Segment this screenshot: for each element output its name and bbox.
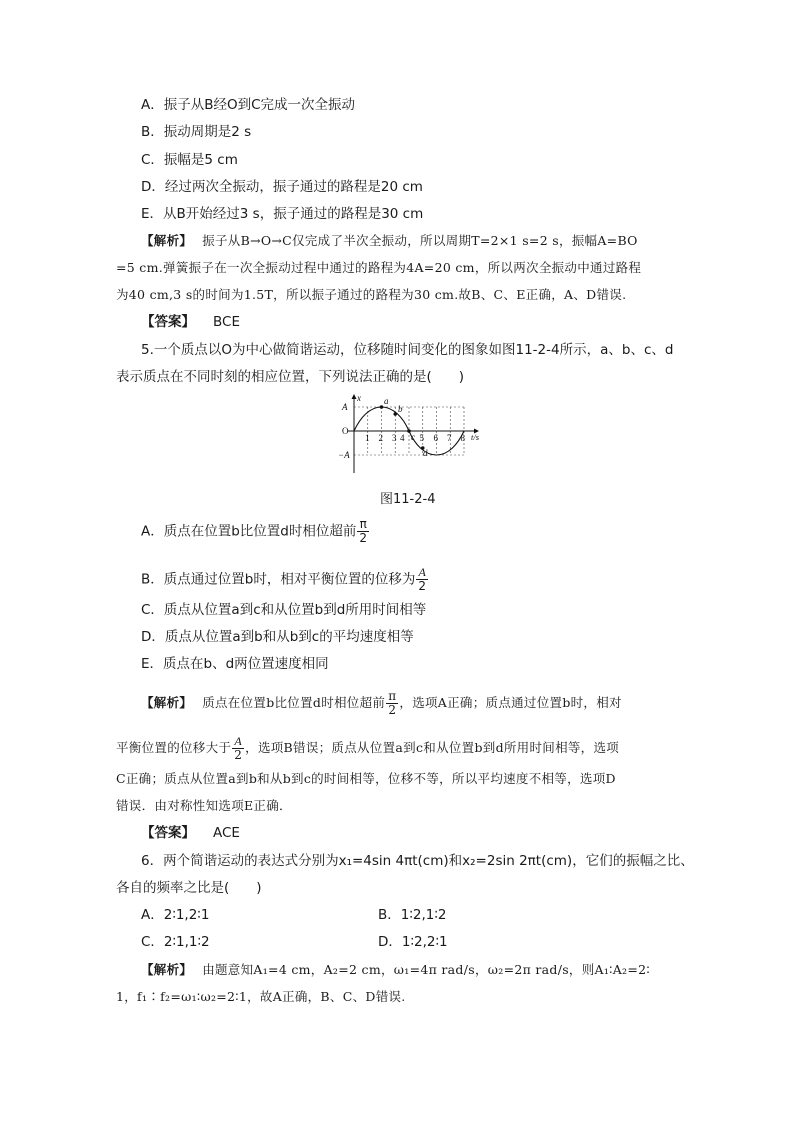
fraction-numerator: A (416, 566, 428, 580)
q5-stem-line-1: 5.一个质点以O为中心做简谐运动，位移随时间变化的图象如图11-2-4所示，a、b、c、d (141, 342, 674, 358)
q4-answer: BCE (213, 314, 240, 330)
x-tick-1: 1 (365, 433, 370, 443)
q6-analysis-line-2: 1，f₁∶f₂=ω₁∶ω₂=2∶1，故A正确，B、C、D错误. (116, 989, 406, 1004)
y-tick-a: A (342, 402, 348, 412)
q5-analysis-text-2a: 平衡位置的位移大于 (116, 740, 232, 755)
q5-stem-line-2: 表示质点在不同时刻的相应位置，下列说法正确的是( ) (116, 369, 465, 385)
q4-option-c: C．振幅是5 cm (141, 152, 238, 168)
fraction-a-over-2 (232, 735, 244, 762)
y-axis-arrow (352, 394, 357, 399)
figure-caption: 图11-2-4 (380, 492, 436, 507)
q6-analysis-tag: 【解析】 (141, 962, 193, 977)
y-axis-label: x (357, 393, 361, 403)
q5-analysis-line-3: C正确；质点从位置a到b和从b到c的时间相等，位移不等，所以平均速度不相等，选项D (116, 771, 616, 786)
q6-stem-line-2: 各自的频率之比是( ) (116, 880, 262, 896)
q4-analysis-line-3: 为40 cm,3 s的时间为1.5T，所以振子通过的路程为30 cm.故B、C、E正确，A、D错误. (116, 287, 627, 302)
q5-answer-tag: 【答案】 (141, 825, 195, 841)
q6-option-c: C．2∶1,1∶2 (141, 934, 210, 950)
q5-option-c: C．质点从位置a到c和从位置b到d所用时间相等 (141, 602, 427, 618)
q5-analysis-tag: 【解析】 (141, 695, 193, 710)
q5-option-b (141, 566, 731, 593)
q4-analysis-text-1: 振子从B→O→C仅完成了半次全振动，所以周期T=2×1 s=2 s，振幅A=BO (202, 233, 638, 248)
q4-option-d: D．经过两次全振动，振子通过的路程是20 cm (141, 179, 423, 195)
q5-analysis-text-2b: ，选项B错误；质点从位置a到c和从位置b到d所用时间相等，选项 (245, 740, 620, 755)
point-a (380, 405, 384, 409)
q4-answer-line (141, 313, 731, 331)
y-tick-o: O (342, 426, 349, 436)
fraction-pi-over-2 (386, 690, 398, 717)
q6-option-b: B．1∶2,1∶2 (378, 907, 447, 923)
q6-analysis-line-1 (141, 961, 731, 979)
q5-answer-line (141, 824, 731, 842)
q4-option-e: E．从B开始经过3 s，振子通过的路程是30 cm (141, 206, 424, 222)
label-d: d (423, 448, 428, 458)
q6-stem-line-1: 6．两个简谐运动的表达式分别为x₁=4sin 4πt(cm)和x₂=2sin 2πt(cm)，它们的振幅之比、 (141, 853, 694, 869)
q5-option-a (141, 518, 731, 545)
q4-answer-tag: 【答案】 (141, 314, 195, 330)
fraction-numerator: A (232, 735, 244, 749)
x-tick-3: 3 (392, 433, 397, 443)
label-b: b (398, 404, 403, 414)
q5-answer: ACE (213, 825, 240, 841)
x-axis-label: t/s (471, 432, 480, 442)
x-tick-5: 5 (419, 433, 424, 443)
fraction-denominator: 2 (359, 531, 368, 545)
x-tick-8: 8 (460, 433, 465, 443)
q6-option-d: D．1∶2,2∶1 (378, 934, 448, 950)
fraction-a-over-2 (416, 566, 428, 593)
fraction-denominator: 2 (234, 748, 243, 762)
q5-option-a-text: A．质点在位置b比位置d时相位超前 (141, 523, 357, 540)
q5-option-b-text: B．质点通过位置b时，相对平衡位置的位移为 (141, 571, 416, 588)
fraction-denominator: 2 (388, 703, 397, 717)
q6-analysis-text-1: 由题意知A₁=4 cm，A₂=2 cm，ω₁=4π rad/s，ω₂=2π rad/s，则A₁∶A₂=2∶ (202, 962, 650, 977)
label-a: a (384, 396, 389, 406)
label-c: c (411, 432, 415, 442)
q4-option-b: B．振动周期是2 s (141, 124, 252, 140)
x-tick-6: 6 (433, 433, 438, 443)
fraction-numerator: π (388, 689, 397, 703)
q5-option-e: E．质点在b、d两位置速度相同 (141, 656, 329, 672)
q4-analysis-line-2: =5 cm.弹簧振子在一次全振动过程中通过的路程为4A=20 cm，所以两次全振动中通过路程 (116, 260, 642, 275)
q5-analysis-line-2 (116, 735, 706, 762)
fraction-pi-over-2 (357, 518, 369, 545)
point-b (393, 412, 397, 416)
y-tick-minus-a: −A (338, 450, 350, 460)
q5-analysis-text-1a: 质点在位置b比位置d时相位超前 (202, 695, 386, 710)
q4-option-a: A．振子从B经O到C完成一次全振动 (141, 97, 356, 113)
q5-analysis-text-1b: ，选项A正确；质点通过位置b时，相对 (399, 695, 622, 710)
x-tick-7: 7 (447, 433, 452, 443)
x-tick-2: 2 (378, 433, 383, 443)
q4-analysis-tag: 【解析】 (141, 233, 193, 248)
q4-analysis-line-1 (141, 232, 731, 250)
q5-analysis-line-4: 错误．由对称性知选项E正确． (116, 798, 292, 813)
q6-option-a: A．2∶1,2∶1 (141, 907, 210, 923)
q5-option-d: D．质点从位置a到b和从b到c的平均速度相等 (141, 629, 414, 645)
q5-displacement-graph (336, 393, 492, 475)
x-tick-4: 4 (400, 433, 405, 443)
fraction-numerator: π (357, 518, 369, 532)
fraction-denominator: 2 (418, 579, 426, 593)
q5-analysis-line-1 (141, 690, 731, 717)
